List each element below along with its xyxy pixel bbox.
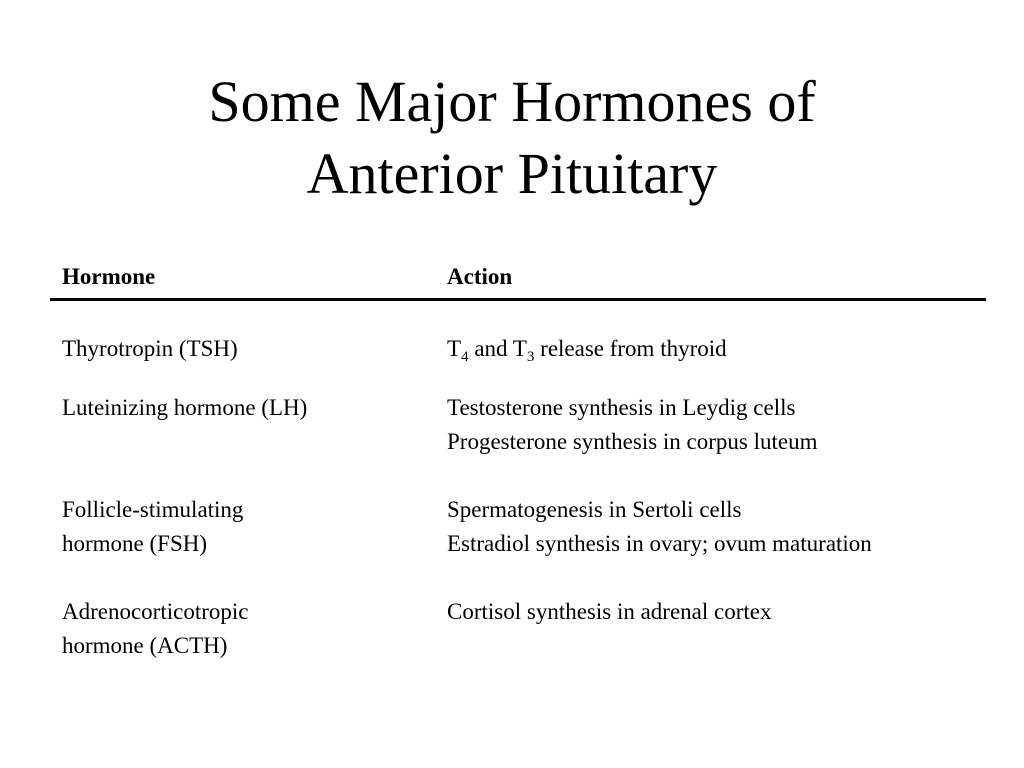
header-action: Action <box>447 264 513 289</box>
title-line-1: Some Major Hormones of <box>208 69 816 134</box>
action-text: Cortisol synthesis in adrenal cortex <box>447 599 772 624</box>
title-line-2: Anterior Pituitary <box>306 141 718 206</box>
hormone-name: hormone (ACTH) <box>62 633 228 658</box>
hormone-cell <box>62 493 243 561</box>
slide-title <box>0 66 1024 210</box>
table-header <box>0 264 1024 298</box>
hormone-cell <box>62 332 238 366</box>
action-text: Spermatogenesis in Sertoli cells <box>447 497 742 522</box>
hormone-cell <box>62 595 248 663</box>
hormone-name: Thyrotropin (TSH) <box>62 336 238 361</box>
action-text: $T_4$ and $T_3$ release from thyroid <box>447 336 727 365</box>
action-cell <box>447 391 818 459</box>
header-hormone: Hormone <box>62 264 156 289</box>
hormone-name: Luteinizing hormone (LH) <box>62 395 308 420</box>
hormone-cell <box>62 391 307 425</box>
action-cell <box>447 493 872 561</box>
action-text: Testosterone synthesis in Leydig cells <box>447 395 796 420</box>
action-text: Progesterone synthesis in corpus luteum <box>447 429 818 454</box>
action-cell <box>447 332 727 366</box>
hormone-name: Follicle-stimulating <box>62 497 244 522</box>
hormone-name: Adrenocorticotropic <box>62 599 249 624</box>
action-cell <box>447 595 772 629</box>
header-divider <box>50 298 986 301</box>
action-text: Estradiol synthesis in ovary; ovum maturation <box>447 531 872 556</box>
hormone-name: hormone (FSH) <box>62 531 208 556</box>
